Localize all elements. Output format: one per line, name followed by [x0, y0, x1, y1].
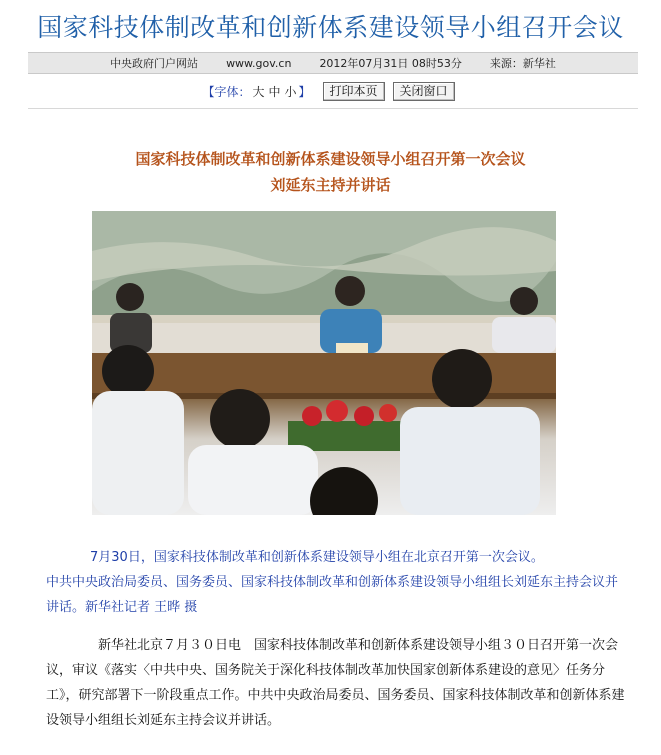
font-medium-link[interactable]: 中 — [268, 84, 281, 99]
font-size-label: 【字体： — [202, 84, 251, 99]
font-small-link[interactable]: 小 — [284, 84, 297, 99]
site-domain[interactable]: www.gov.cn — [226, 56, 292, 70]
caption-line1: 7月30日，国家科技体制改革和创新体系建设领导小组在北京召开第一次会议。 — [90, 550, 544, 565]
meta-bar — [28, 52, 638, 74]
news-source: 来源：新华社 — [489, 57, 556, 70]
divider — [28, 108, 638, 109]
print-button[interactable]: 打印本页 — [323, 82, 385, 101]
font-size-bracket: 】 — [298, 84, 311, 99]
site-name: 中央政府门户网站 — [110, 57, 199, 70]
headline-line1: 国家科技体制改革和创新体系建设领导小组召开第一次会议 — [135, 150, 526, 168]
news-photo — [92, 211, 556, 515]
publish-datetime: 2012年07月31日 08时53分 — [319, 57, 462, 70]
font-large-link[interactable]: 大 — [252, 84, 265, 99]
toolbar — [0, 81, 661, 101]
headline-line2: 刘延东主持并讲话 — [270, 176, 391, 194]
close-window-button[interactable]: 关闭窗口 — [393, 82, 455, 101]
caption-line2: 中共中央政治局委员、国务委员、国家科技体制改革和创新体系建设领导小组组长刘延东主持会议并讲话。新华社记者 王晔 摄 — [46, 575, 619, 615]
photo-caption — [46, 545, 626, 620]
article-body — [46, 633, 626, 733]
body-paragraph: 新华社北京７月３０日电 国家科技体制改革和创新体系建设领导小组３０日召开第一次会议，审议《落实〈中共中央、国务院关于深化科技体制改革加快国家创新体系建设的意见〉任务分工》，研究部署下一阶段重点工作。中共中央政治局委员、国务委员、国家科技体制改革和创新体系建设领导小组组长刘延东主持会议并讲话。 — [46, 638, 625, 728]
meeting-photo-illustration — [92, 211, 556, 515]
font-size-control — [202, 83, 310, 100]
page-title: 国家科技体制改革和创新体系建设领导小组召开会议 — [37, 13, 624, 42]
